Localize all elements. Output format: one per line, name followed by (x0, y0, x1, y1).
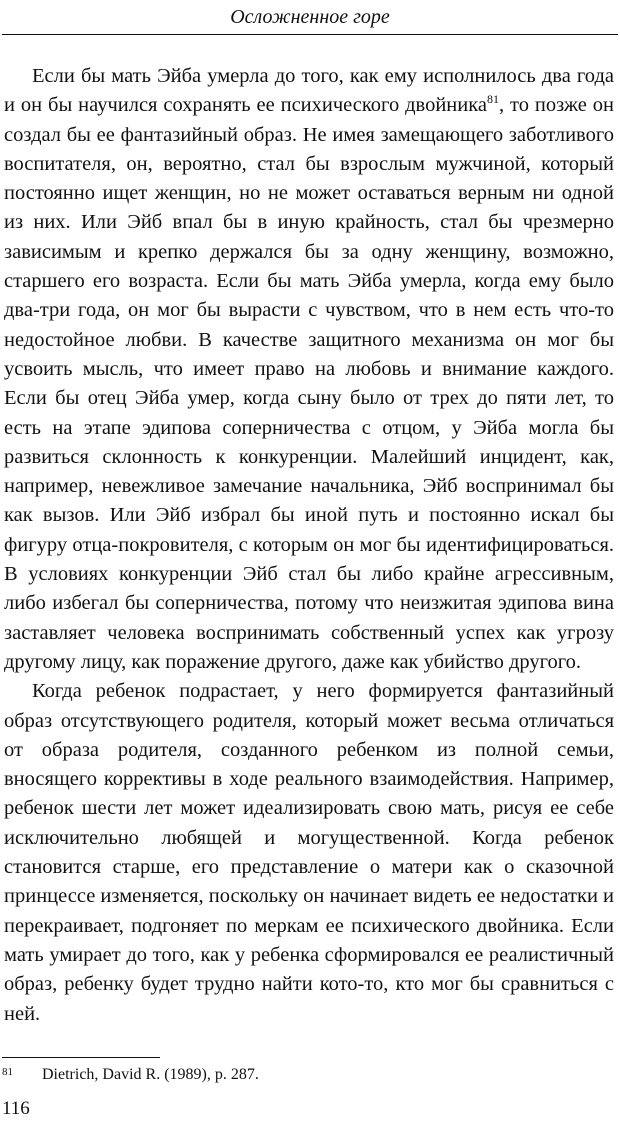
footnote-divider (2, 1057, 160, 1058)
header-divider (2, 34, 618, 35)
paragraph-1 (4, 62, 614, 677)
footnote-reference: 81 (487, 92, 499, 107)
running-head: Осложненное горе (230, 6, 390, 28)
page-number: 116 (2, 1098, 30, 1119)
footnote-text: Dietrich, David R. (1989), p. 287. (42, 1066, 259, 1083)
body-text (4, 62, 614, 1029)
paragraph-1-rest: , то позже он создал бы ее фантазийный образ. Не имея замещающего заботливого воспитателя, он, вероятно, стал бы взрослым мужчиной, который постоянно ищет женщин, но не может оставаться верным ни одной из них. Или Эйб впал бы в иную крайность, стал бы чрезмерно зависимым и крепко держался бы за одну женщину, возможно, старшего его возраста. Если бы мать Эйба умерла, когда ему было два-три года, он мог бы вырасти с чувством, что в нем есть что-то недостойное любви. В качестве защитного механизма он мог бы усвоить мысль, что имеет право на любовь и внимание каждого. Если бы отец Эйба умер, когда сыну было от трех до пяти лет, то есть на этапе эдипова соперничества с отцом, у Эйба могла бы развиться склонность к конкуренции. Малейший инцидент, как, например, невежливое замечание начальника, Эйб воспринимал бы как вызов. Или Эйб избрал бы иной путь и постоянно искал бы фигуру отца-покровителя, с которым он мог бы идентифицироваться. В условиях конкуренции Эйб стал бы либо крайне агрессивным, либо избегал бы соперничества, потому что неизжитая эдипова вина заставляет человека воспринимать собственный успех как угрозу другому лицу, как поражение другого, даже как убийство другого. (4, 94, 614, 673)
footnote (2, 1064, 602, 1086)
paragraph-1-start: Если бы мать Эйба умерла до того, как ему исполнилось два года и он бы научился сохранять ее психического двойника (4, 65, 614, 117)
paragraph-2: Когда ребенок подрастает, у него формируется фантазийный образ отсутствующего родителя, который может весьма отличаться от образа родителя, созданного ребенком из полной семьи, вносящего коррективы в ходе реального взаимодействия. Например, ребенок шести лет может идеализировать свою мать, рисуя ее себе исключительно любящей и могущественной. Когда ребенок становится старше, его представление о матери как о сказочной принцессе изменяется, поскольку он начинает видеть ее недостатки и перекраивает, подгоняет по меркам ее психического двойника. Если мать умирает до того, как у ребенка сформировался ее реалистичный образ, ребенку будет трудно найти кото-то, кто мог бы сравниться с ней. (4, 680, 615, 1025)
footnote-number: 81 (2, 1066, 13, 1078)
